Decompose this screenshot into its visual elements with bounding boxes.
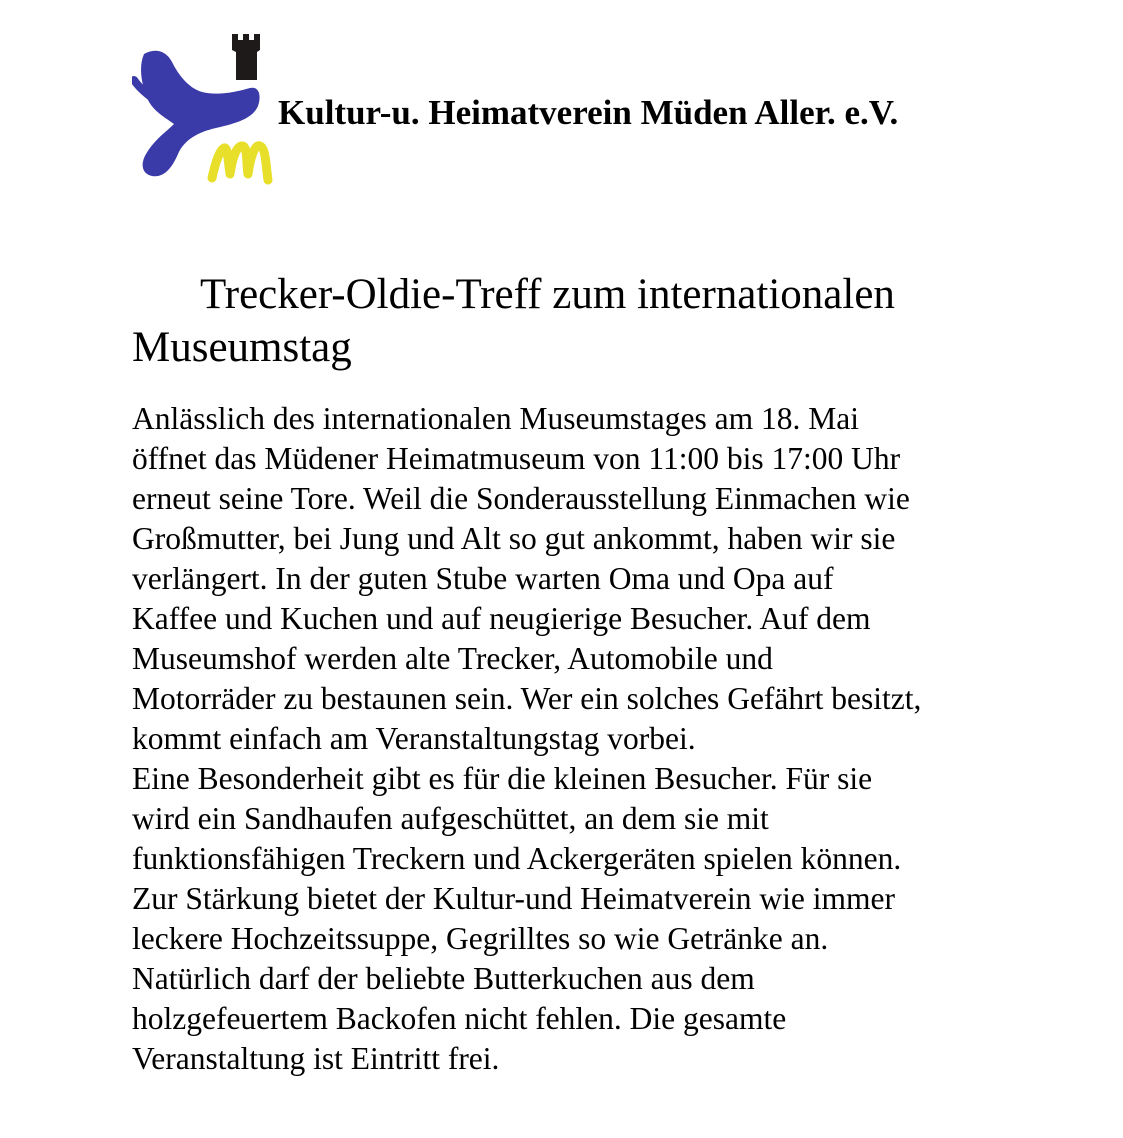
body-line: Großmutter, bei Jung und Alt so gut ankommt, haben wir sie bbox=[132, 521, 896, 556]
body-line: Anlässlich des internationalen Museumstages am 18. Mai bbox=[132, 401, 859, 436]
heimatverein-logo-icon bbox=[132, 28, 277, 193]
body-line: leckere Hochzeitssuppe, Gegrilltes so wie Getränke an. bbox=[132, 921, 829, 956]
body-line: wird ein Sandhaufen aufgeschüttet, an dem sie mit bbox=[132, 801, 769, 836]
body-line: Veranstaltung ist Eintritt frei. bbox=[132, 1041, 500, 1076]
body-line: Museumshof werden alte Trecker, Automobile und bbox=[132, 641, 773, 676]
organization-name: Kultur-u. Heimatverein Müden Aller. e.V. bbox=[278, 93, 899, 132]
body-line: Natürlich darf der beliebte Butterkuchen aus dem bbox=[132, 961, 755, 996]
body-line: Kaffee und Kuchen und auf neugierige Besucher. Auf dem bbox=[132, 601, 871, 636]
body-line: erneut seine Tore. Weil die Sonderausstellung Einmachen wie bbox=[132, 481, 910, 516]
body-line: öffnet das Müdener Heimatmuseum von 11:00 bis 17:00 Uhr bbox=[132, 441, 901, 476]
body-line: Motorräder zu bestaunen sein. Wer ein solches Gefährt besitzt, bbox=[132, 681, 922, 716]
article-body bbox=[132, 399, 1012, 1079]
body-line: funktionsfähigen Treckern und Ackergeräten spielen können. bbox=[132, 841, 902, 876]
body-line: kommt einfach am Veranstaltungstag vorbei. bbox=[132, 721, 696, 756]
body-line: holzgefeuertem Backofen nicht fehlen. Die gesamte bbox=[132, 1001, 787, 1036]
body-line: Zur Stärkung bietet der Kultur-und Heimatverein wie immer bbox=[132, 881, 896, 916]
body-line: verlängert. In der guten Stube warten Oma und Opa auf bbox=[132, 561, 834, 596]
article-title: Trecker-Oldie-Treff zum internationalen Museumstag bbox=[132, 271, 895, 371]
body-line: Eine Besonderheit gibt es für die kleinen Besucher. Für sie bbox=[132, 761, 873, 796]
